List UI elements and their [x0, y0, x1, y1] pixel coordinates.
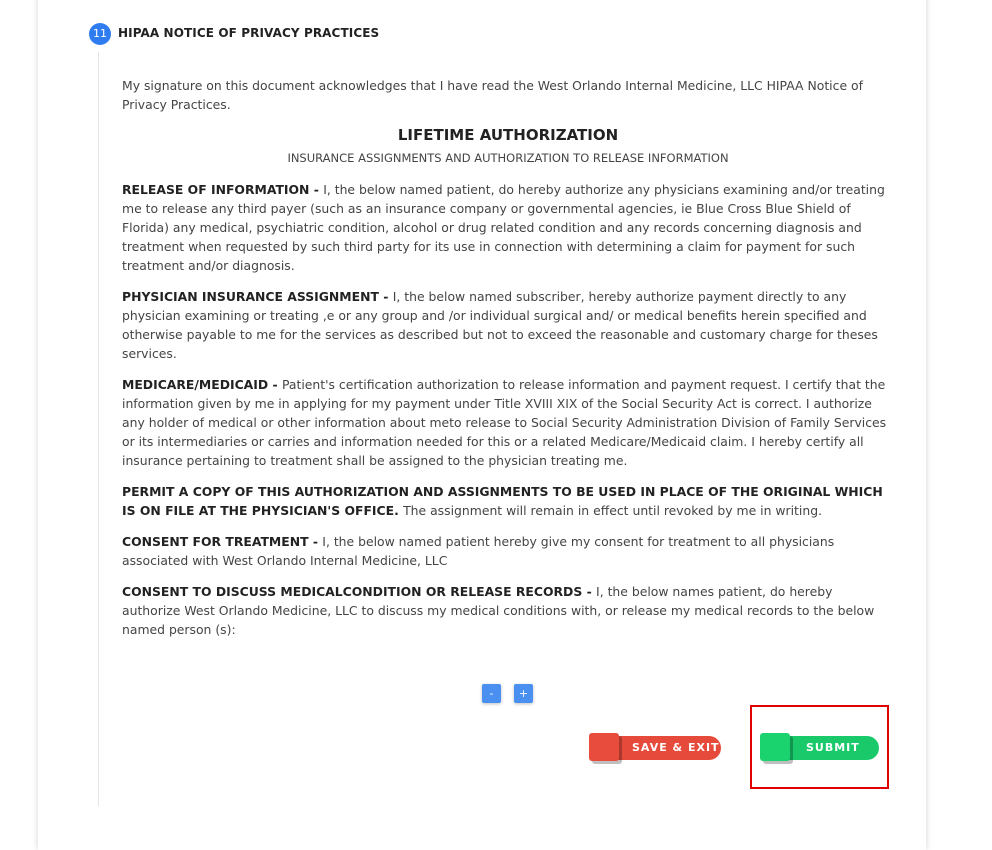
step-number-badge: 11: [89, 23, 111, 45]
submit-label: SUBMIT: [806, 741, 860, 754]
paragraph-heading: RELEASE OF INFORMATION -: [122, 182, 324, 197]
document-title: LIFETIME AUTHORIZATION: [397, 126, 619, 144]
remove-person-button[interactable]: -: [482, 684, 501, 703]
intro-text: My signature on this document acknowledges that I have read the West Orlando Internal Medicine, LLC HIPAA Notice of Privacy Practices.: [122, 78, 863, 112]
paragraph-permit-copy: [122, 482, 894, 520]
paragraph-medicare-medicaid: [122, 375, 894, 470]
paragraph-body: I, the below names patient, do hereby authorize West Orlando Medicine, LLC to discuss my medical conditions with, or release my medical records to the below named person (s):: [122, 584, 875, 637]
paragraph-consent-for-treatment: [122, 532, 894, 570]
add-person-button[interactable]: +: [514, 684, 533, 703]
paragraph-heading: PERMIT A COPY OF THIS AUTHORIZATION AND ASSIGNMENTS TO BE USED IN PLACE OF THE ORIGINAL WHICH IS ON FILE AT THE PHYSICIAN'S OFFICE.: [122, 484, 883, 518]
document-subtitle: INSURANCE ASSIGNMENTS AND AUTHORIZATION TO RELEASE INFORMATION: [287, 151, 729, 165]
paragraph-heading: CONSENT FOR TREATMENT -: [122, 534, 323, 549]
submit-highlight-box: [750, 705, 889, 789]
section-title: HIPAA NOTICE OF PRIVACY PRACTICES: [118, 26, 380, 40]
paragraph-body: The assignment will remain in effect until revoked by me in writing.: [403, 503, 823, 518]
step-connector-line: [98, 52, 99, 806]
paragraph-body: I, the below named patient, do hereby authorize any physicians examining and/or treating me to release any third payer (such as an insurance company or governmental agencies, ie Blue Cross Blue Shield of Florida) any medical, psychiatric condition, alcohol or drug related condition and any records concerning diagnosis and treatment when requested by such third party for its use in connection with determining a claim for payment for such treatment and/or diagnosis.: [122, 182, 885, 273]
save-exit-label: SAVE & EXIT: [632, 741, 720, 754]
paragraph-heading: CONSENT TO DISCUSS MEDICALCONDITION OR RELEASE RECORDS -: [122, 584, 597, 599]
paragraph-heading: MEDICARE/MEDICAID -: [122, 377, 282, 392]
paragraph-physician-insurance-assignment: [122, 287, 894, 363]
paragraph-body: I, the below named subscriber, hereby authorize payment directly to any physician examining or treating ,e or any group and /or individual surgical and/ or medical benefits herein specified and otherwise payable to me for the services as described but not to exceed the reasonable and customary charge for theses services.: [122, 289, 878, 361]
paragraph-body: Patient's certification authorization to release information and payment request. I certify that the information given by me in applying for my payment under Title XVIII XIX of the Social Security Act is correct. I authorize any holder of medical or other information about meto release to Social Security Administration Division of Family Services or its intermediaries or carries and information needed for this or a related Medicare/Medicaid claim. I hereby certify all insurance pertaining to treatment shall be assigned to the physician treating me.: [122, 377, 887, 468]
document-body: [122, 76, 894, 651]
save-exit-button[interactable]: [591, 736, 721, 760]
paragraph-heading: PHYSICIAN INSURANCE ASSIGNMENT -: [122, 289, 393, 304]
paragraph-consent-to-discuss: [122, 582, 894, 639]
paragraph-release-of-information: [122, 180, 894, 275]
paragraph-body: I, the below named patient hereby give my consent for treatment to all physicians associated with West Orlando Internal Medicine, LLC: [122, 534, 835, 568]
save-exit-button-icon: [589, 733, 619, 761]
